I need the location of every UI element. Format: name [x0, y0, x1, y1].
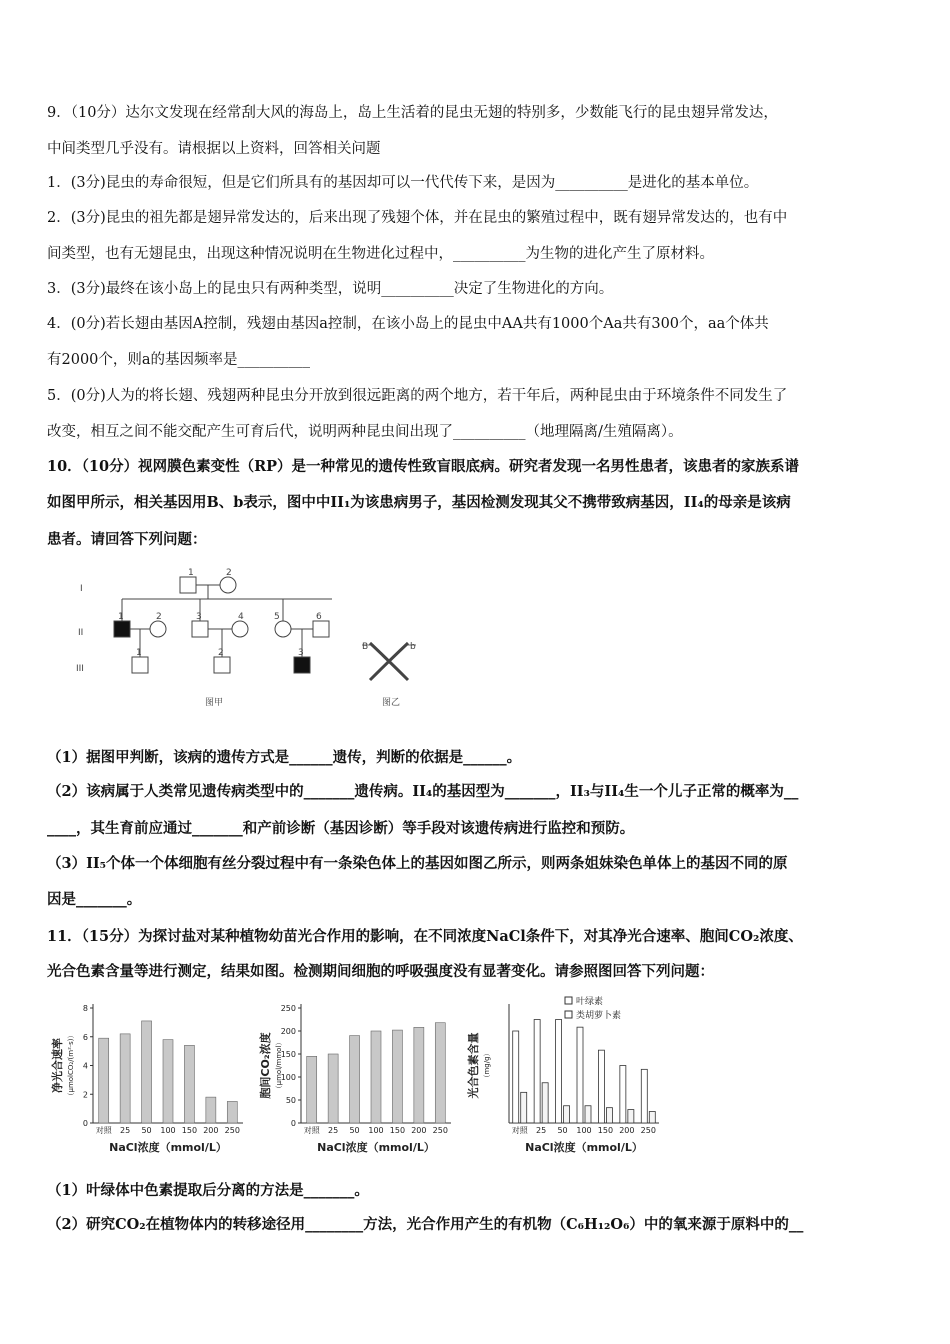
q10-line-2: 如图甲所示，相关基因用B、b表示，图中中II₁为该患病男子，基因检测发现其父不携带致病基因，II₄的母亲是该病 — [47, 494, 791, 511]
q9-sub-4a: 4．(0分)若长翅由基因A控制，残翅由基因a控制，在该小岛上的昆虫中AA共有1000个Aa共有300个，aa个体共 — [47, 316, 769, 332]
gen-label: I — [80, 584, 83, 594]
pedigree-number: 3 — [298, 648, 304, 658]
q9-line-2: 中间类型几乎没有。请根据以上资料，回答相关问题 — [47, 141, 381, 157]
pedigree-number: 1 — [118, 612, 124, 622]
bar — [414, 1027, 424, 1123]
pedigree-number: 1 — [136, 648, 142, 658]
pedigree-II4 — [232, 621, 248, 637]
y-axis-title: 光合色素含量 — [467, 1032, 480, 1099]
pedigree-I1 — [180, 577, 196, 593]
bar-carotenoid — [521, 1092, 527, 1123]
pedigree-number: 4 — [238, 612, 244, 622]
y-tick-label: 100 — [280, 1073, 296, 1082]
pedigree-II2 — [150, 621, 166, 637]
bar-chlorophyll — [534, 1020, 540, 1124]
x-axis-title: NaCl浓度（mmol/L） — [525, 1141, 643, 1154]
x-tick-label: 25 — [328, 1126, 339, 1135]
x-tick-label: 25 — [120, 1126, 131, 1135]
y-tick-label: 4 — [82, 1061, 88, 1071]
x-tick-label: 200 — [203, 1126, 219, 1135]
bar — [163, 1040, 173, 1123]
q11-line-1: 11．（15分）为探讨盐对某种植物幼苗光合作用的影响，在不同浓度NaCl条件下，对其净光合速率、胞间CO₂浓度、 — [47, 928, 803, 945]
q10-line-1: 10．（10分）视网膜色素变性（RP）是一种常见的遗传性致盲眼底病。研究者发现一名男性患者，该患者的家族系谱 — [47, 458, 800, 475]
chart-net-photosynthesis — [47, 995, 252, 1160]
pedigree-III1 — [132, 657, 148, 673]
bar-chlorophyll — [513, 1031, 519, 1123]
x-tick-label: 250 — [640, 1126, 656, 1135]
q9-sub-5a: 5．(0分)人为的将长翅、残翅两种昆虫分开放到很远距离的两个地方，若干年后，两种昆虫由于环境条件不同发生了 — [47, 388, 788, 404]
x-tick-label: 25 — [536, 1126, 547, 1135]
bar — [142, 1021, 152, 1123]
q9-sub-4b: 有2000个，则a的基因频率是__________ — [47, 352, 311, 368]
bar — [99, 1038, 109, 1123]
q10-line-3: 患者。请回答下列问题： — [47, 531, 207, 548]
x-axis-title: NaCl浓度（mmol/L） — [317, 1141, 435, 1154]
x-tick-label: 50 — [557, 1126, 568, 1135]
bar — [350, 1036, 360, 1123]
x-tick-label: 对照 — [95, 1126, 112, 1135]
q10-part-1: （1）据图甲判断，该病的遗传方式是______遗传，判断的依据是______。 — [47, 749, 522, 766]
legend-label: 类胡萝卜素 — [576, 1011, 622, 1021]
gen-label: III — [76, 664, 84, 674]
pedigree-number: 1 — [188, 568, 194, 578]
bar — [435, 1023, 445, 1123]
q9-sub-5b: 改变，相互之间不能交配产生可育后代，说明两种昆虫间出现了__________（地理隔离/生殖隔离）。 — [47, 424, 683, 440]
x-tick-label: 对照 — [511, 1126, 528, 1135]
pedigree-II3 — [192, 621, 208, 637]
allele-label: b — [410, 642, 416, 652]
chart-intercellular-co2 — [255, 995, 460, 1160]
legend-label: 叶绿素 — [576, 997, 604, 1007]
bar-carotenoid — [606, 1108, 612, 1123]
y-tick-label: 0 — [290, 1119, 296, 1128]
legend-swatch — [565, 997, 572, 1004]
y-tick-label: 150 — [280, 1050, 296, 1059]
bar-carotenoid — [542, 1083, 548, 1123]
y-tick-label: 0 — [82, 1119, 88, 1128]
bar-carotenoid — [585, 1106, 591, 1123]
y-tick-label: 250 — [280, 1004, 296, 1013]
pedigree-number: 6 — [316, 612, 322, 622]
pedigree-number: 2 — [226, 568, 232, 578]
x-tick-label: 200 — [619, 1126, 635, 1135]
pedigree-figure — [70, 565, 430, 715]
pedigree-number: 3 — [196, 612, 202, 622]
x-axis-title: NaCl浓度（mmol/L） — [109, 1141, 227, 1154]
q11-line-2: 光合色素含量等进行测定，结果如图。检测期间细胞的呼吸强度没有显著变化。请参照图回答下列问题： — [47, 963, 714, 980]
q10-part-3a: （3）II₅个体一个体细胞有丝分裂过程中有一条染色体上的基因如图乙所示，则两条姐妹染色单体上的基因不同的原 — [47, 855, 788, 872]
x-tick-label: 150 — [181, 1126, 198, 1135]
pedigree-number: 2 — [156, 612, 162, 622]
bar — [120, 1034, 130, 1123]
y-tick-label: 2 — [82, 1090, 88, 1100]
pedigree-number: 2 — [218, 648, 224, 658]
q10-part-3b: 因是_______。 — [47, 891, 142, 908]
bar — [328, 1054, 338, 1123]
x-tick-label: 对照 — [303, 1126, 320, 1135]
x-tick-label: 50 — [141, 1126, 152, 1135]
q11-part-1: （1）叶绿体中色素提取后分离的方法是_______。 — [47, 1182, 369, 1199]
q9-line-1: 9．（10分）达尔文发现在经常刮大风的海岛上，岛上生活着的昆虫无翅的特别多，少数能飞行的昆虫翅异常发达， — [47, 105, 778, 121]
y-axis-unit: （μmol/mmol） — [275, 1038, 283, 1093]
bar — [184, 1045, 194, 1123]
y-axis-unit: （mg/g） — [483, 1049, 491, 1082]
x-tick-label: 100 — [368, 1126, 384, 1135]
x-tick-label: 150 — [597, 1126, 614, 1135]
pedigree-II5 — [275, 621, 291, 637]
pedigree-III3 — [294, 657, 310, 673]
bar — [392, 1030, 402, 1123]
bar — [206, 1097, 216, 1123]
pedigree-number: 5 — [274, 612, 280, 622]
figure-a-caption: 图甲 — [205, 698, 224, 708]
bar-chlorophyll — [641, 1069, 647, 1123]
pedigree-II6 — [313, 621, 329, 637]
x-tick-label: 50 — [349, 1126, 360, 1135]
bar-chlorophyll — [556, 1020, 562, 1124]
bar — [371, 1031, 381, 1123]
q9-sub-2a: 2．(3分)昆虫的祖先都是翅异常发达的，后来出现了残翅个体，并在昆虫的繁殖过程中，既有翅异常发达的，也有中 — [47, 210, 788, 226]
bar-chlorophyll — [620, 1066, 626, 1124]
x-tick-label: 250 — [224, 1126, 240, 1135]
bar-carotenoid — [628, 1110, 634, 1123]
x-tick-label: 200 — [411, 1126, 427, 1135]
x-tick-label: 250 — [432, 1126, 448, 1135]
legend-swatch — [565, 1011, 572, 1018]
chart-pigment-content — [463, 995, 673, 1160]
y-tick-label: 50 — [285, 1096, 296, 1105]
bar-carotenoid — [564, 1106, 570, 1123]
pedigree-III2 — [214, 657, 230, 673]
pedigree-II1 — [114, 621, 130, 637]
q11-part-2: （2）研究CO₂在植物体内的转移途径用________方法，光合作用产生的有机物（C₆H₁₂O₆）中的氧来源于原料中的__ — [47, 1216, 804, 1233]
bar-carotenoid — [649, 1112, 655, 1124]
pedigree-I2 — [220, 577, 236, 593]
q10-part-2b: ____，其生育前应通过_______和产前诊断（基因诊断）等手段对该遗传病进行监控和预防。 — [47, 820, 635, 837]
y-axis-title: 胞间CO₂浓度 — [259, 1032, 272, 1099]
y-axis-unit: （μmolCO₂/(m²·s)） — [67, 1031, 75, 1100]
q10-part-2a: （2）该病属于人类常见遗传病类型中的_______遗传病。II₄的基因型为_______，II₃与II₄生一个儿子正常的概率为__ — [47, 783, 799, 800]
y-tick-label: 200 — [280, 1027, 296, 1036]
bar — [307, 1056, 317, 1123]
y-axis-title: 净光合速率 — [51, 1038, 64, 1093]
q9-sub-3: 3．(3分)最终在该小岛上的昆虫只有两种类型，说明__________决定了生物进化的方向。 — [47, 281, 614, 297]
x-tick-label: 150 — [389, 1126, 406, 1135]
allele-label: B — [362, 642, 369, 652]
gen-label: II — [78, 628, 84, 638]
y-tick-label: 8 — [82, 1004, 88, 1013]
x-tick-label: 100 — [160, 1126, 176, 1135]
figure-b-caption: 图乙 — [382, 698, 401, 708]
q9-sub-1: 1．(3分)昆虫的寿命很短，但是它们所具有的基因却可以一代代传下来，是因为__________是进化的基本单位。 — [47, 175, 759, 191]
bar-chlorophyll — [598, 1050, 604, 1123]
q9-sub-2b: 间类型，也有无翅昆虫，出现这种情况说明在生物进化过程中，__________为生物的进化产生了原材料。 — [47, 246, 714, 262]
y-tick-label: 6 — [82, 1032, 88, 1042]
bar — [227, 1101, 237, 1123]
bar-chlorophyll — [577, 1027, 583, 1123]
x-tick-label: 100 — [576, 1126, 592, 1135]
